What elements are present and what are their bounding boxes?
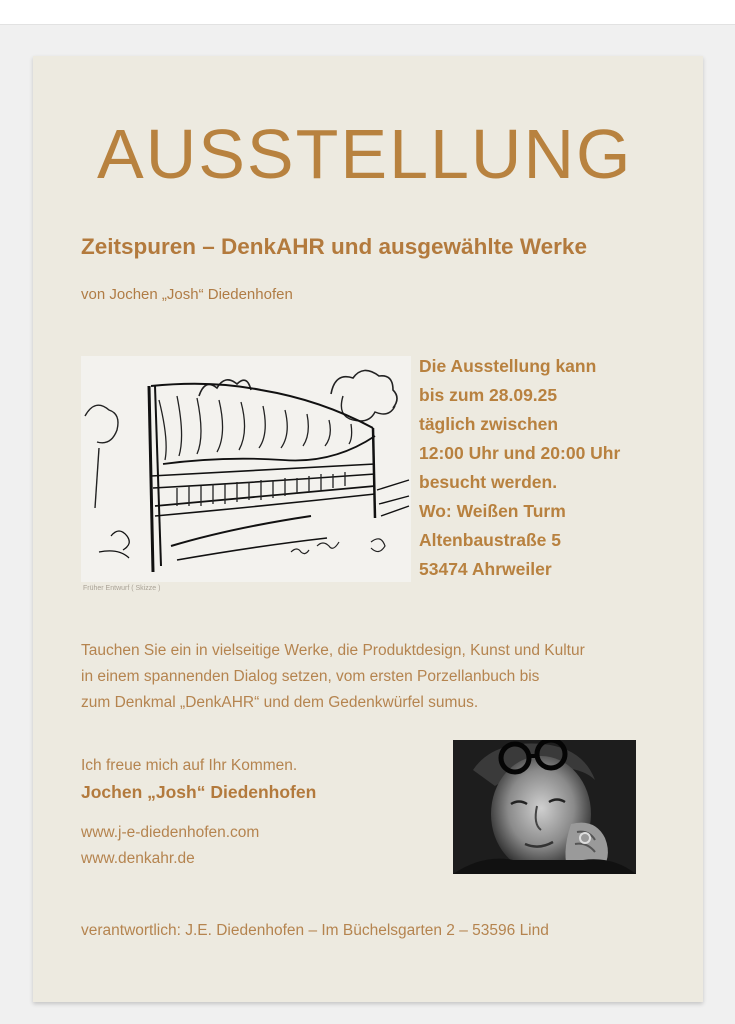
artist-byline: von Jochen „Josh“ Diedenhofen	[81, 286, 293, 303]
website-link: www.j-e-diedenhofen.com	[81, 824, 260, 841]
browser-top-bar	[0, 0, 735, 25]
poster-title: AUSSTELLUNG	[97, 115, 633, 193]
exhibition-info	[419, 352, 620, 584]
info-line: täglich zwischen	[419, 414, 559, 434]
sketch-caption: Früher Entwurf ( Skizze )	[83, 585, 161, 592]
greeting-text: Ich freue mich auf Ihr Kommen.	[81, 757, 298, 774]
website-links	[81, 820, 259, 872]
info-line: Wo: Weißen Turm	[419, 501, 566, 521]
website-link: www.denkahr.de	[81, 850, 195, 867]
info-line: 53474 Ahrweiler	[419, 559, 552, 579]
info-line: bis zum 28.09.25	[419, 385, 558, 405]
exhibition-poster	[33, 56, 703, 1002]
sketch-image	[81, 356, 411, 582]
artist-portrait	[453, 740, 636, 874]
description-line: zum Denkmal „DenkAHR“ und dem Gedenkwürfel sumus.	[81, 694, 479, 711]
poster-subtitle: Zeitspuren – DenkAHR und ausgewählte Werke	[81, 234, 587, 259]
responsible-footer: verantwortlich: J.E. Diedenhofen – Im Büchelsgarten 2 – 53596 Lind	[81, 922, 549, 939]
description-line: Tauchen Sie ein in vielseitige Werke, die Produktdesign, Kunst und Kultur	[81, 642, 585, 659]
artist-signature: Jochen „Josh“ Diedenhofen	[81, 782, 317, 802]
info-line: Die Ausstellung kann	[419, 356, 597, 376]
exhibition-description	[81, 638, 651, 716]
info-line: besucht werden.	[419, 472, 558, 492]
info-line: 12:00 Uhr und 20:00 Uhr	[419, 443, 621, 463]
description-line: in einem spannenden Dialog setzen, vom ersten Porzellanbuch bis	[81, 668, 540, 685]
info-line: Altenbaustraße 5	[419, 530, 561, 550]
